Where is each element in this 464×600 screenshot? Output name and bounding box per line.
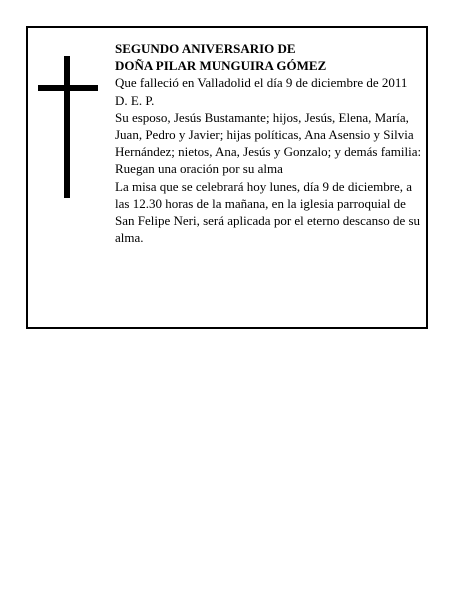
cross-icon	[38, 56, 98, 198]
death-statement: Que falleció en Valladolid el día 9 de diciembre de 2011	[115, 75, 408, 91]
prayer-request: Ruegan una oración por su alma	[115, 161, 283, 177]
family-list: Su esposo, Jesús Bustamante; hijos, Jesús, Elena, María, Juan, Pedro y Javier; hijas políticas, Ana Asensio y Silvia Hernández; nietos, Ana, Jesús y Gonzalo; y demás familia:	[115, 109, 422, 160]
notice-text	[115, 40, 423, 246]
mass-information: La misa que se celebrará hoy lunes, día 9 de diciembre, a las 12.30 horas de la mañana, en la iglesia parroquial de San Felipe Neri, será aplicada por el eterno descanso de su alma.	[115, 178, 421, 246]
obituary-notice	[26, 26, 428, 329]
cross-vertical-bar	[64, 56, 70, 198]
rip-abbreviation: D. E. P.	[115, 92, 155, 108]
cross-horizontal-bar	[38, 85, 98, 91]
notice-title-line1: SEGUNDO ANIVERSARIO DE	[115, 41, 296, 56]
notice-title-line2: DOÑA PILAR MUNGUIRA GÓMEZ	[115, 58, 327, 74]
